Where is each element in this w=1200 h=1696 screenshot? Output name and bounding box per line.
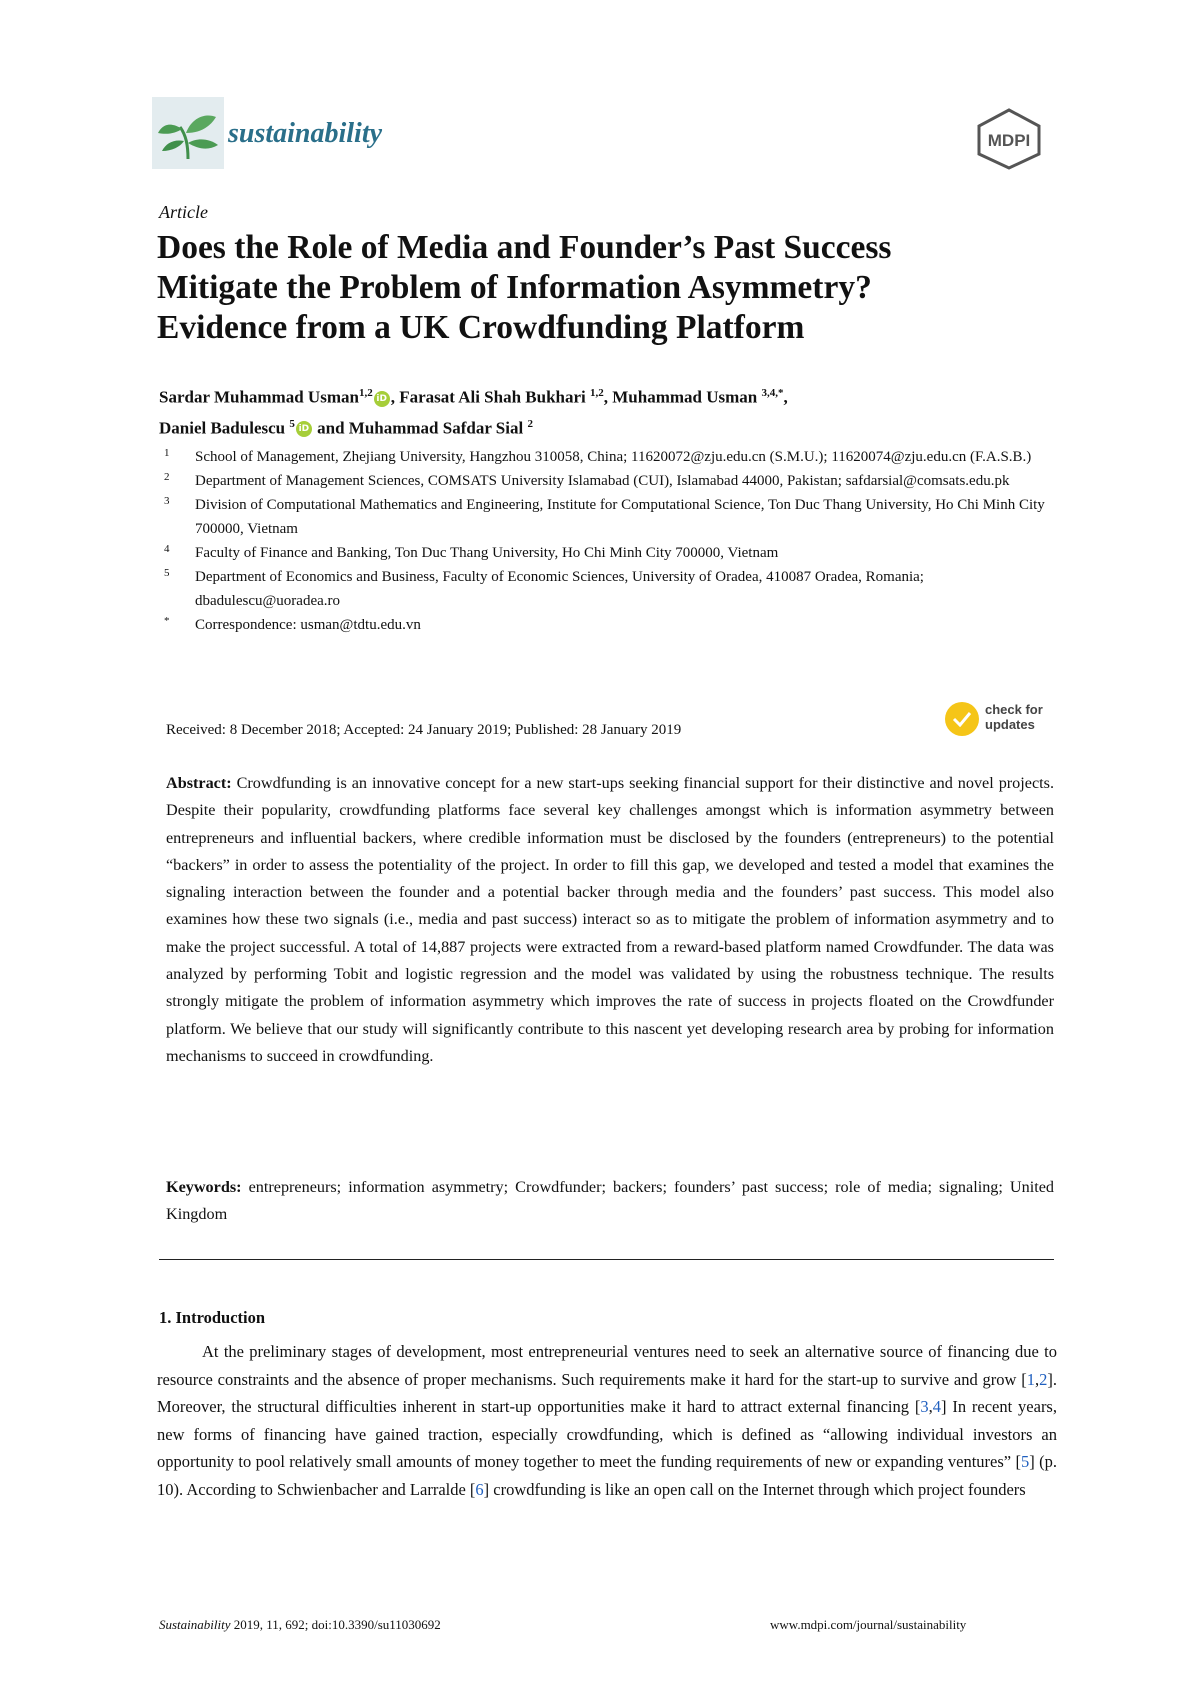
intro-paragraph xyxy=(157,1338,1057,1503)
intro-text: ] In recent years, new forms of financing have gained traction, especially crowdfunding, which is defined as “allowing individual investors an opportunity to pool relatively small amounts of money together to meet the funding requirements of new or expanding ventures” [ xyxy=(157,1397,1057,1471)
affiliation-number: 2 xyxy=(164,471,170,483)
title-line: Mitigate the Problem of Information Asymmetry? xyxy=(157,269,872,306)
intro-text: ] crowdfunding is like an open call on the Internet through which project founders xyxy=(483,1479,1026,1499)
citation-link[interactable]: 4 xyxy=(932,1397,941,1416)
citation-link[interactable]: 1 xyxy=(1026,1369,1035,1389)
section-divider xyxy=(159,1259,1054,1260)
journal-leaf-logo xyxy=(152,97,224,169)
check-updates-line: check for xyxy=(985,702,1043,717)
abstract-text: Crowdfunding is an innovative concept for a new start-ups seeking financial support for their distinctive and novel projects. Despite their popularity, crowdfunding platforms face several key challenges amongst which is information asymmetry between entrepreneurs and influential backers, where credible information must be disclosed by the founders (entrepreneurs) to the potential “backers” in order to assess the potentiality of the project. In order to fill this gap, we developed and tested a model that examines the signaling interaction between the founder and a potential backer through media and the founders’ past success. This model also examines how these two signals (i.e., media and past success) interact so as to mitigate the problem of information asymmetry and to make the project successful. A total of 14,887 projects were extracted from a reward-based platform named Crowdfunder. The data was analyzed by performing Tobit and logistic regression and the model was validated by using the robustness technique. The results strongly mitigate the problem of information asymmetry which improves the rate of success in projects floated on the Crowdfunder platform. We believe that our study will significantly contribute to this nascent yet developing research area by probing for information mechanisms to succeed in crowdfunding. xyxy=(166,774,1054,1065)
author-name: , Muhammad Usman xyxy=(603,387,758,407)
author-separator: , xyxy=(783,387,788,407)
keywords-label: Keywords: xyxy=(166,1178,242,1196)
affiliation-text: Correspondence: usman@tdtu.edu.vn xyxy=(195,617,421,633)
affiliation-item xyxy=(159,541,1059,565)
paper-title xyxy=(157,228,1057,348)
section-heading: 1. Introduction xyxy=(159,1308,266,1327)
citation-link[interactable]: 3 xyxy=(920,1397,929,1416)
intro-text: , xyxy=(928,1397,933,1416)
intro-text: ]. Moreover, the structural difficulties inherent in start-up opportunities make it hard to attract external financing [ xyxy=(157,1369,1057,1416)
affiliation-number: 3 xyxy=(164,495,170,507)
affiliation-text: Faculty of Finance and Banking, Ton Duc Thang University, Ho Chi Minh City 700000, Vietnam xyxy=(195,545,779,561)
affiliations xyxy=(159,445,1059,637)
affiliation-number: * xyxy=(164,615,170,627)
author-name: , Farasat Ali Shah Bukhari xyxy=(390,387,586,407)
footer-journal: Sustainability xyxy=(159,1617,231,1632)
journal-name: sustainability xyxy=(228,118,383,149)
affiliation-item xyxy=(159,613,1059,637)
mdpi-logo xyxy=(975,108,1043,170)
author-affil-sup: 2 xyxy=(527,417,533,430)
affiliation-text: Department of Management Sciences, COMSATS University Islamabad (CUI), Islamabad 44000, Pakistan; safdarsial@comsats.edu.pk xyxy=(195,473,1010,489)
affiliation-number: 5 xyxy=(164,567,170,579)
intro-text: At the preliminary stages of development, most entrepreneurial ventures need to seek an alternative source of financing due to resource constraints and the absence of proper mechanisms. Such requirements make it hard for the start-up to survive and grow [ xyxy=(157,1342,1057,1389)
author-affil-sup: 5 xyxy=(289,417,295,430)
orcid-icon[interactable]: iD xyxy=(296,421,312,437)
title-line: Does the Role of Media and Founder’s Past Success xyxy=(157,229,892,266)
checkmark-icon xyxy=(952,711,972,727)
keywords-text: entrepreneurs; information asymmetry; Crowdfunder; backers; founders’ past success; role of media; signaling; United Kingdom xyxy=(166,1178,1054,1223)
footer-citation xyxy=(159,1617,441,1633)
intro-text: , xyxy=(1035,1369,1040,1389)
affiliation-item xyxy=(159,565,1059,613)
author-name: and Muhammad Safdar Sial xyxy=(312,418,524,438)
check-for-updates-button[interactable] xyxy=(945,700,1065,742)
title-line: Evidence from a UK Crowdfunding Platform xyxy=(157,309,805,346)
mdpi-logo-text: MDPI xyxy=(987,131,1031,150)
citation-link[interactable]: 2 xyxy=(1039,1369,1048,1389)
affiliation-text: School of Management, Zhejiang University, Hangzhou 310058, China; 11620072@zju.edu.cn (S.M.U.); 11620074@zju.edu.cn (F.A.S.B.) xyxy=(195,449,1032,465)
footer-doi: 2019, 11, 692; doi:10.3390/su11030692 xyxy=(230,1617,441,1632)
intro-text: ] (p. 10). According to Schwienbacher and Larralde [ xyxy=(157,1452,1057,1499)
abstract xyxy=(166,770,1054,1070)
publication-dates: Received: 8 December 2018; Accepted: 24 January 2019; Published: 28 January 2019 xyxy=(166,722,682,738)
affiliation-number: 4 xyxy=(164,543,170,555)
citation-link[interactable]: 5 xyxy=(1020,1452,1030,1471)
author-list xyxy=(159,380,1059,441)
affiliation-number: 1 xyxy=(164,447,170,459)
author-name: Sardar Muhammad Usman xyxy=(159,387,359,407)
author-affil-sup: 1,2 xyxy=(358,387,373,399)
author-affil-sup: 3,4,* xyxy=(761,387,784,399)
affiliation-text: Department of Economics and Business, Faculty of Economic Sciences, University of Oradea, 410087 Oradea, Romania; dbadulescu@uoradea.ro xyxy=(195,569,924,609)
check-updates-line: updates xyxy=(985,717,1035,732)
affiliation-item xyxy=(159,469,1059,493)
orcid-icon[interactable]: iD xyxy=(374,391,390,407)
footer-url[interactable]: www.mdpi.com/journal/sustainability xyxy=(770,1617,967,1632)
author-affil-sup: 1,2 xyxy=(590,387,604,399)
citation-link[interactable]: 6 xyxy=(475,1479,484,1499)
affiliation-text: Division of Computational Mathematics and Engineering, Institute for Computational Science, Ton Duc Thang University, Ho Chi Minh City 700000, Vietnam xyxy=(195,497,1045,537)
affiliation-item xyxy=(159,493,1059,541)
author-name: Daniel Badulescu xyxy=(159,418,286,438)
keywords xyxy=(166,1174,1054,1228)
abstract-label: Abstract: xyxy=(166,774,232,792)
affiliation-item xyxy=(159,445,1059,469)
article-type: Article xyxy=(159,202,208,222)
